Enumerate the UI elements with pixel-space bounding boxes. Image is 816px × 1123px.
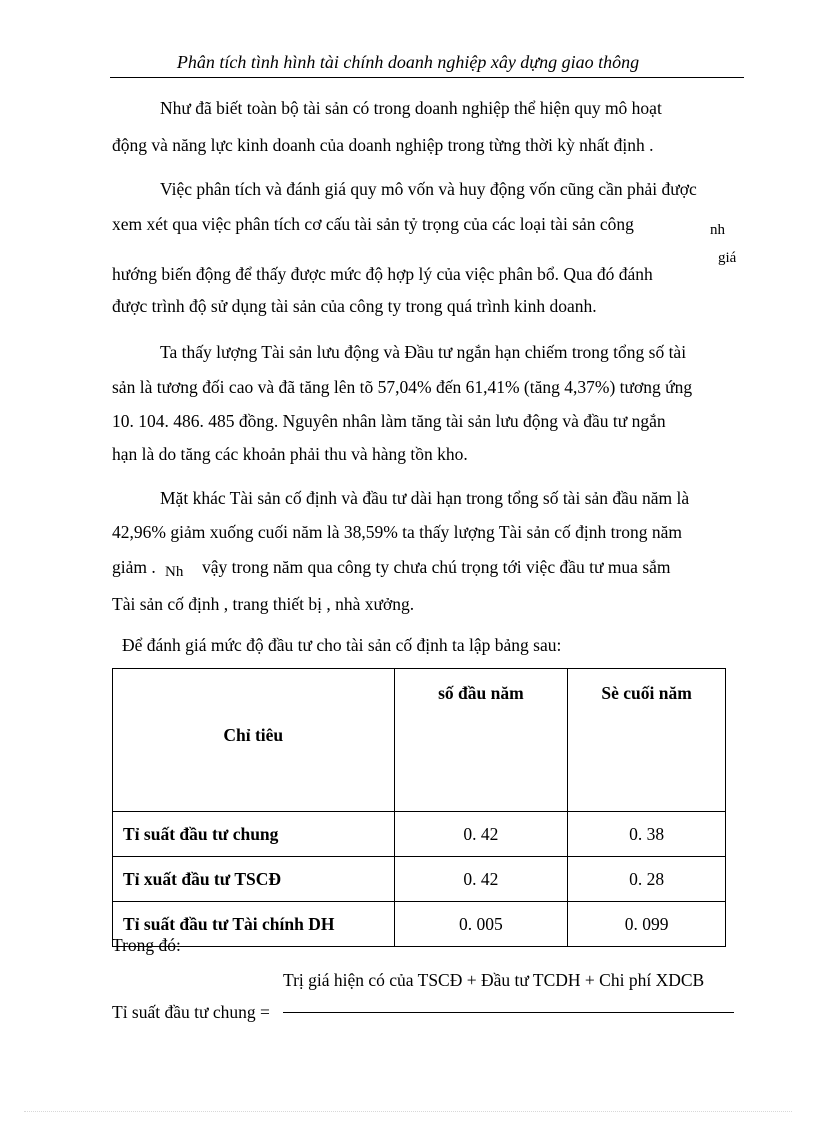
header-so-cuoi-nam: Sè cuối năm: [568, 669, 726, 812]
paragraph-line: 10. 104. 486. 485 đồng. Nguyên nhân làm tăng tài sản lưu động và đầu tư ngắn: [112, 411, 666, 431]
cell-value: 0. 42: [394, 812, 568, 857]
paragraph-line: 42,96% giảm xuống cuối năm là 38,59% ta thấy lượng Tài sản cố định trong năm: [112, 522, 683, 542]
header-chi-tieu: Chỉ tiêu: [113, 669, 395, 812]
table-intro: Để đánh giá mức độ đầu tư cho tài sản cố định ta lập bảng sau:: [122, 635, 562, 655]
paragraph-line: Mặt khác Tài sản cố định và đầu tư dài hạn trong tổng số tài sản đầu năm là: [160, 488, 690, 508]
cell-value: 0. 42: [394, 857, 568, 902]
table-row: [113, 902, 726, 947]
trong-do-label: Trong đó:: [112, 935, 181, 955]
table-header-row: [113, 669, 726, 812]
header-rule: [110, 77, 744, 78]
paragraph-line: động và năng lực kinh doanh của doanh nghiệp trong từng thời kỳ nhất định .: [112, 135, 654, 155]
paragraph-line: Như đã biết toàn bộ tài sản có trong doanh nghiệp thể hiện quy mô hoạt: [160, 98, 662, 118]
page-bottom-border: [24, 1111, 792, 1112]
cell-value: 0. 28: [568, 857, 726, 902]
stray-text-fragment: giá: [718, 250, 737, 266]
paragraph-line: sản là tương đối cao và đã tăng lên tõ 57,04% đến 61,41% (tăng 4,37%) tương ứng: [112, 377, 693, 397]
stray-text-fragment: nh: [710, 222, 725, 238]
row-label: Tỉ xuất đầu tư TSCĐ: [113, 857, 395, 902]
row-label: Tỉ suất đầu tư chung: [113, 812, 395, 857]
cell-value: 0. 38: [568, 812, 726, 857]
cell-value: 0. 099: [568, 902, 726, 947]
paragraph-line: Ta thấy lượng Tài sản lưu động và Đầu tư ngắn hạn chiếm trong tổng số tài: [160, 342, 687, 362]
paragraph-line: Việc phân tích và đánh giá quy mô vốn và huy động vốn cũng cần phải được: [160, 179, 697, 199]
paragraph-line: được trình độ sử dụng tài sản của công ty trong quá trình kinh doanh.: [112, 296, 597, 316]
paragraph-line: hạn là do tăng các khoản phải thu và hàng tồn kho.: [112, 444, 468, 464]
paragraph-line: Tài sản cố định , trang thiết bị , nhà xưởng.: [112, 594, 415, 614]
investment-ratio-table: [112, 668, 726, 947]
table-row: [113, 812, 726, 857]
cell-value: 0. 005: [394, 902, 568, 947]
formula-fraction-line: [283, 1012, 734, 1013]
paragraph-line: hướng biến động để thấy được mức độ hợp lý của việc phân bổ. Qua đó đánh: [112, 264, 653, 284]
table-row: [113, 857, 726, 902]
paragraph-line: xem xét qua việc phân tích cơ cấu tài sản tỷ trọng của các loại tài sản công: [112, 214, 634, 234]
formula-label: Tỉ suất đầu tư chung =: [112, 1002, 270, 1022]
row-label: Tỉ suất đầu tư Tài chính DH: [113, 902, 395, 947]
paragraph-line: vậy trong năm qua công ty chưa chú trọng tới việc đầu tư mua sắm: [202, 557, 671, 577]
header-so-dau-nam: số đầu năm: [394, 669, 568, 812]
paragraph-line: giảm .: [112, 557, 156, 577]
page-header: Phân tích tình hình tài chính doanh nghiệp xây dựng giao thông: [176, 52, 640, 72]
stray-text-fragment: Nh: [165, 564, 184, 580]
formula-numerator: Trị giá hiện có của TSCĐ + Đầu tư TCDH + Chi phí XDCB: [283, 970, 705, 990]
